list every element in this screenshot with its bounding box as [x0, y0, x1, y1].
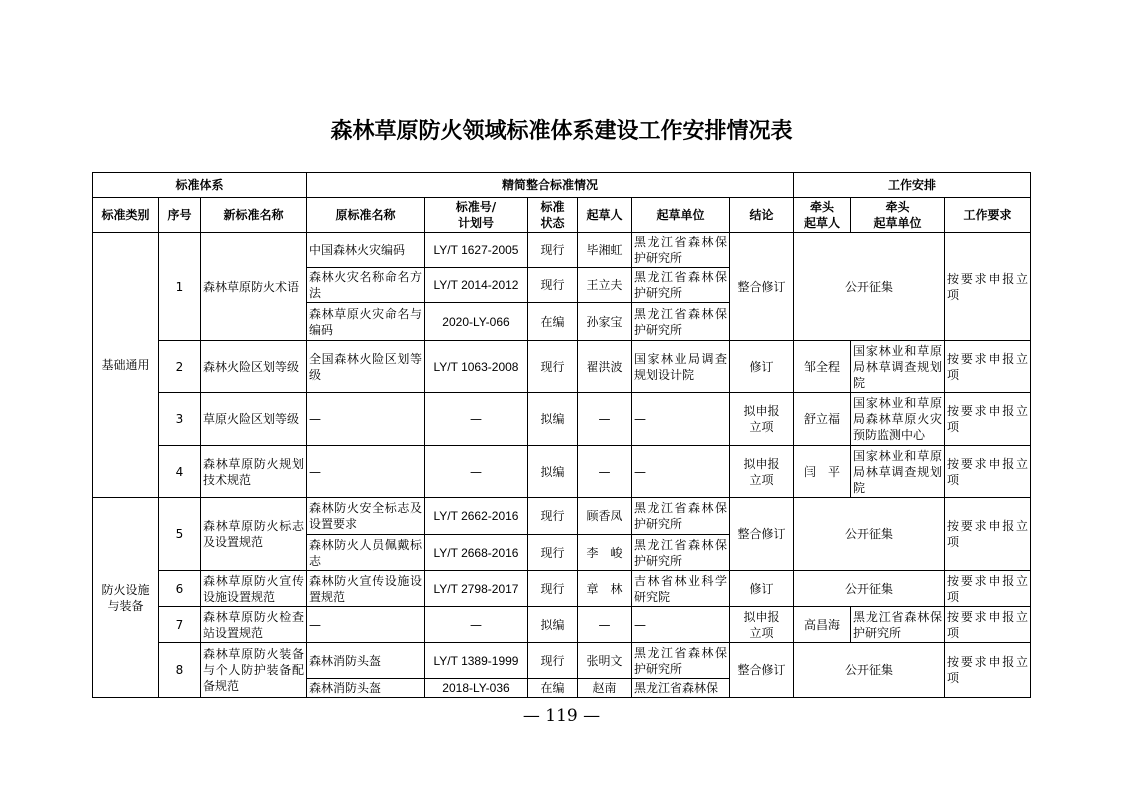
drafting-unit: 黑龙江省森林保护研究所 [632, 535, 730, 571]
col-header-code: 标准号/ 计划号 [425, 198, 528, 233]
original-standard-name: — [307, 393, 425, 446]
drafter: 王立夫 [578, 268, 632, 303]
standard-code: LY/T 1627-2005 [425, 233, 528, 268]
lead-unit: 国家林业和草原局林草调查规划院 [851, 446, 945, 498]
standard-status: 拟编 [528, 393, 578, 446]
col-header-seq: 序号 [159, 198, 201, 233]
col-header-requirement: 工作要求 [945, 198, 1031, 233]
lead-unit: 黑龙江省森林保护研究所 [851, 607, 945, 643]
drafter: — [578, 393, 632, 446]
col-header-lead-unit: 牵头 起草单位 [851, 198, 945, 233]
original-standard-name: 森林防火人员佩戴标志 [307, 535, 425, 571]
work-requirement: 按要求申报立项 [945, 643, 1031, 698]
group-header-work-arrangement: 工作安排 [794, 173, 1031, 198]
conclusion: 整合修订 [730, 233, 794, 341]
page-title: 森林草原防火领域标准体系建设工作安排情况表 [330, 118, 793, 144]
category-cell [93, 498, 159, 698]
new-standard-name: 森林草原防火宣传设施设置规范 [201, 571, 307, 607]
col-header-unit: 起草单位 [632, 198, 730, 233]
standard-status: 拟编 [528, 446, 578, 498]
conclusion: 整合修订 [730, 643, 794, 698]
table-row [93, 498, 1031, 535]
conclusion: 拟申报立项 [743, 456, 780, 487]
table-row [93, 571, 1031, 607]
col-header-drafter: 起草人 [578, 198, 632, 233]
seq-cell: 3 [159, 393, 201, 446]
new-standard-name: 森林火险区划等级 [201, 341, 307, 393]
seq-cell: 8 [159, 643, 201, 698]
conclusion-cell [730, 446, 794, 498]
work-requirement: 按要求申报立项 [945, 607, 1031, 643]
new-standard-name: 森林草原防火检查站设置规范 [201, 607, 307, 643]
original-standard-name: 森林草原火灾命名与编码 [307, 303, 425, 341]
original-standard-name: — [307, 607, 425, 643]
standard-status: 现行 [528, 233, 578, 268]
drafting-unit: 吉林省林业科学研究院 [632, 571, 730, 607]
group-header-standard-system: 标准体系 [93, 173, 307, 198]
col-header-lead-drafter: 牵头 起草人 [794, 198, 851, 233]
new-standard-name: 森林草原防火规划技术规范 [201, 446, 307, 498]
standard-code: LY/T 2798-2017 [425, 571, 528, 607]
standard-code: LY/T 2014-2012 [425, 268, 528, 303]
new-standard-name: 森林草原防火装备与个人防护装备配备规范 [201, 643, 307, 698]
table-row [93, 607, 1031, 643]
standard-status: 在编 [528, 303, 578, 341]
new-standard-name: 森林草原防火标志及设置规范 [201, 498, 307, 571]
drafting-unit: 国家林业局调查规划设计院 [632, 341, 730, 393]
seq-cell: 1 [159, 233, 201, 341]
standard-status: 现行 [528, 643, 578, 679]
drafter: 孙家宝 [578, 303, 632, 341]
drafter: 翟洪波 [578, 341, 632, 393]
seq-cell: 7 [159, 607, 201, 643]
lead-unit: 国家林业和草原局林草调查规划院 [851, 341, 945, 393]
conclusion-cell [730, 393, 794, 446]
col-header-category: 标准类别 [93, 198, 159, 233]
original-standard-name: 中国森林火灾编码 [307, 233, 425, 268]
original-standard-name: 森林防火宣传设施设置规范 [307, 571, 425, 607]
lead-merged: 公开征集 [794, 571, 945, 607]
standard-code: — [425, 393, 528, 446]
table-row [93, 341, 1031, 393]
drafting-unit: 黑龙江省森林保护研究所 [632, 233, 730, 268]
original-standard-name: 森林火灾名称命名方法 [307, 268, 425, 303]
drafter: 李 峻 [578, 535, 632, 571]
column-header-row [93, 198, 1031, 233]
standard-status: 现行 [528, 498, 578, 535]
work-requirement: 按要求申报立项 [945, 498, 1031, 571]
drafter: — [578, 446, 632, 498]
seq-cell: 6 [159, 571, 201, 607]
col-header-status: 标准 状态 [528, 198, 578, 233]
lead-merged: 公开征集 [794, 498, 945, 571]
standard-code: — [425, 607, 528, 643]
drafter: 章 林 [578, 571, 632, 607]
standard-code: 2018-LY-036 [425, 679, 528, 698]
drafting-unit: 黑龙江省森林保护研究所 [632, 498, 730, 535]
original-standard-name: 森林消防头盔 [307, 679, 425, 698]
seq-cell: 5 [159, 498, 201, 571]
conclusion: 修订 [730, 341, 794, 393]
drafting-unit: 黑龙江省森林保护研究所 [632, 268, 730, 303]
drafter: 赵南 [578, 679, 632, 698]
work-requirement: 按要求申报立项 [945, 571, 1031, 607]
table-row [93, 446, 1031, 498]
drafting-unit: — [632, 607, 730, 643]
drafter: 顾香凤 [578, 498, 632, 535]
category-label: 基础通用 [101, 358, 150, 372]
table-row [93, 393, 1031, 446]
drafter: 张明文 [578, 643, 632, 679]
standard-status: 现行 [528, 341, 578, 393]
standard-code: LY/T 2668-2016 [425, 535, 528, 571]
new-standard-name: 草原火险区划等级 [201, 393, 307, 446]
lead-drafter: 舒立福 [794, 393, 851, 446]
work-requirement: 按要求申报立项 [945, 393, 1031, 446]
standard-code: LY/T 1063-2008 [425, 341, 528, 393]
category-cell [93, 233, 159, 498]
original-standard-name: 全国森林火险区划等级 [307, 341, 425, 393]
category-label: 防火设施与装备 [101, 582, 150, 613]
page-number: — 119 — [522, 706, 601, 726]
drafter: 毕湘虹 [578, 233, 632, 268]
work-requirement: 按要求申报立项 [945, 446, 1031, 498]
standard-code: — [425, 446, 528, 498]
drafting-unit: 黑龙江省森林保护研究所 [632, 303, 730, 341]
col-header-original-name: 原标准名称 [307, 198, 425, 233]
drafting-unit: 黑龙江省森林保 [632, 679, 730, 698]
conclusion: 整合修订 [730, 498, 794, 571]
drafting-unit: — [632, 393, 730, 446]
work-requirement: 按要求申报立项 [945, 341, 1031, 393]
new-standard-name: 森林草原防火术语 [201, 233, 307, 341]
standard-code: LY/T 1389-1999 [425, 643, 528, 679]
standard-status: 现行 [528, 571, 578, 607]
standard-status: 在编 [528, 679, 578, 698]
original-standard-name: 森林防火安全标志及设置要求 [307, 498, 425, 535]
original-standard-name: — [307, 446, 425, 498]
lead-drafter: 邹全程 [794, 341, 851, 393]
standard-status: 现行 [528, 268, 578, 303]
group-header-row [93, 173, 1031, 198]
lead-drafter: 高昌海 [794, 607, 851, 643]
conclusion: 拟申报立项 [743, 609, 780, 640]
drafter: — [578, 607, 632, 643]
drafting-unit: 黑龙江省森林保护研究所 [632, 643, 730, 679]
table-row [93, 643, 1031, 679]
standards-table [92, 172, 1031, 698]
table-row [93, 233, 1031, 268]
work-requirement: 按要求申报立项 [945, 233, 1031, 341]
group-header-consolidation: 精简整合标准情况 [307, 173, 794, 198]
conclusion: 修订 [730, 571, 794, 607]
lead-merged: 公开征集 [794, 643, 945, 698]
standard-status: 现行 [528, 535, 578, 571]
lead-merged: 公开征集 [794, 233, 945, 341]
col-header-new-name: 新标准名称 [201, 198, 307, 233]
col-header-conclusion: 结论 [730, 198, 794, 233]
original-standard-name: 森林消防头盔 [307, 643, 425, 679]
seq-cell: 4 [159, 446, 201, 498]
standard-code: 2020-LY-066 [425, 303, 528, 341]
lead-unit: 国家林业和草原局森林草原火灾预防监测中心 [851, 393, 945, 446]
seq-cell: 2 [159, 341, 201, 393]
lead-drafter: 闫 平 [794, 446, 851, 498]
standard-code: LY/T 2662-2016 [425, 498, 528, 535]
drafting-unit: — [632, 446, 730, 498]
standard-status: 拟编 [528, 607, 578, 643]
conclusion-cell [730, 607, 794, 643]
conclusion: 拟申报立项 [743, 404, 780, 434]
